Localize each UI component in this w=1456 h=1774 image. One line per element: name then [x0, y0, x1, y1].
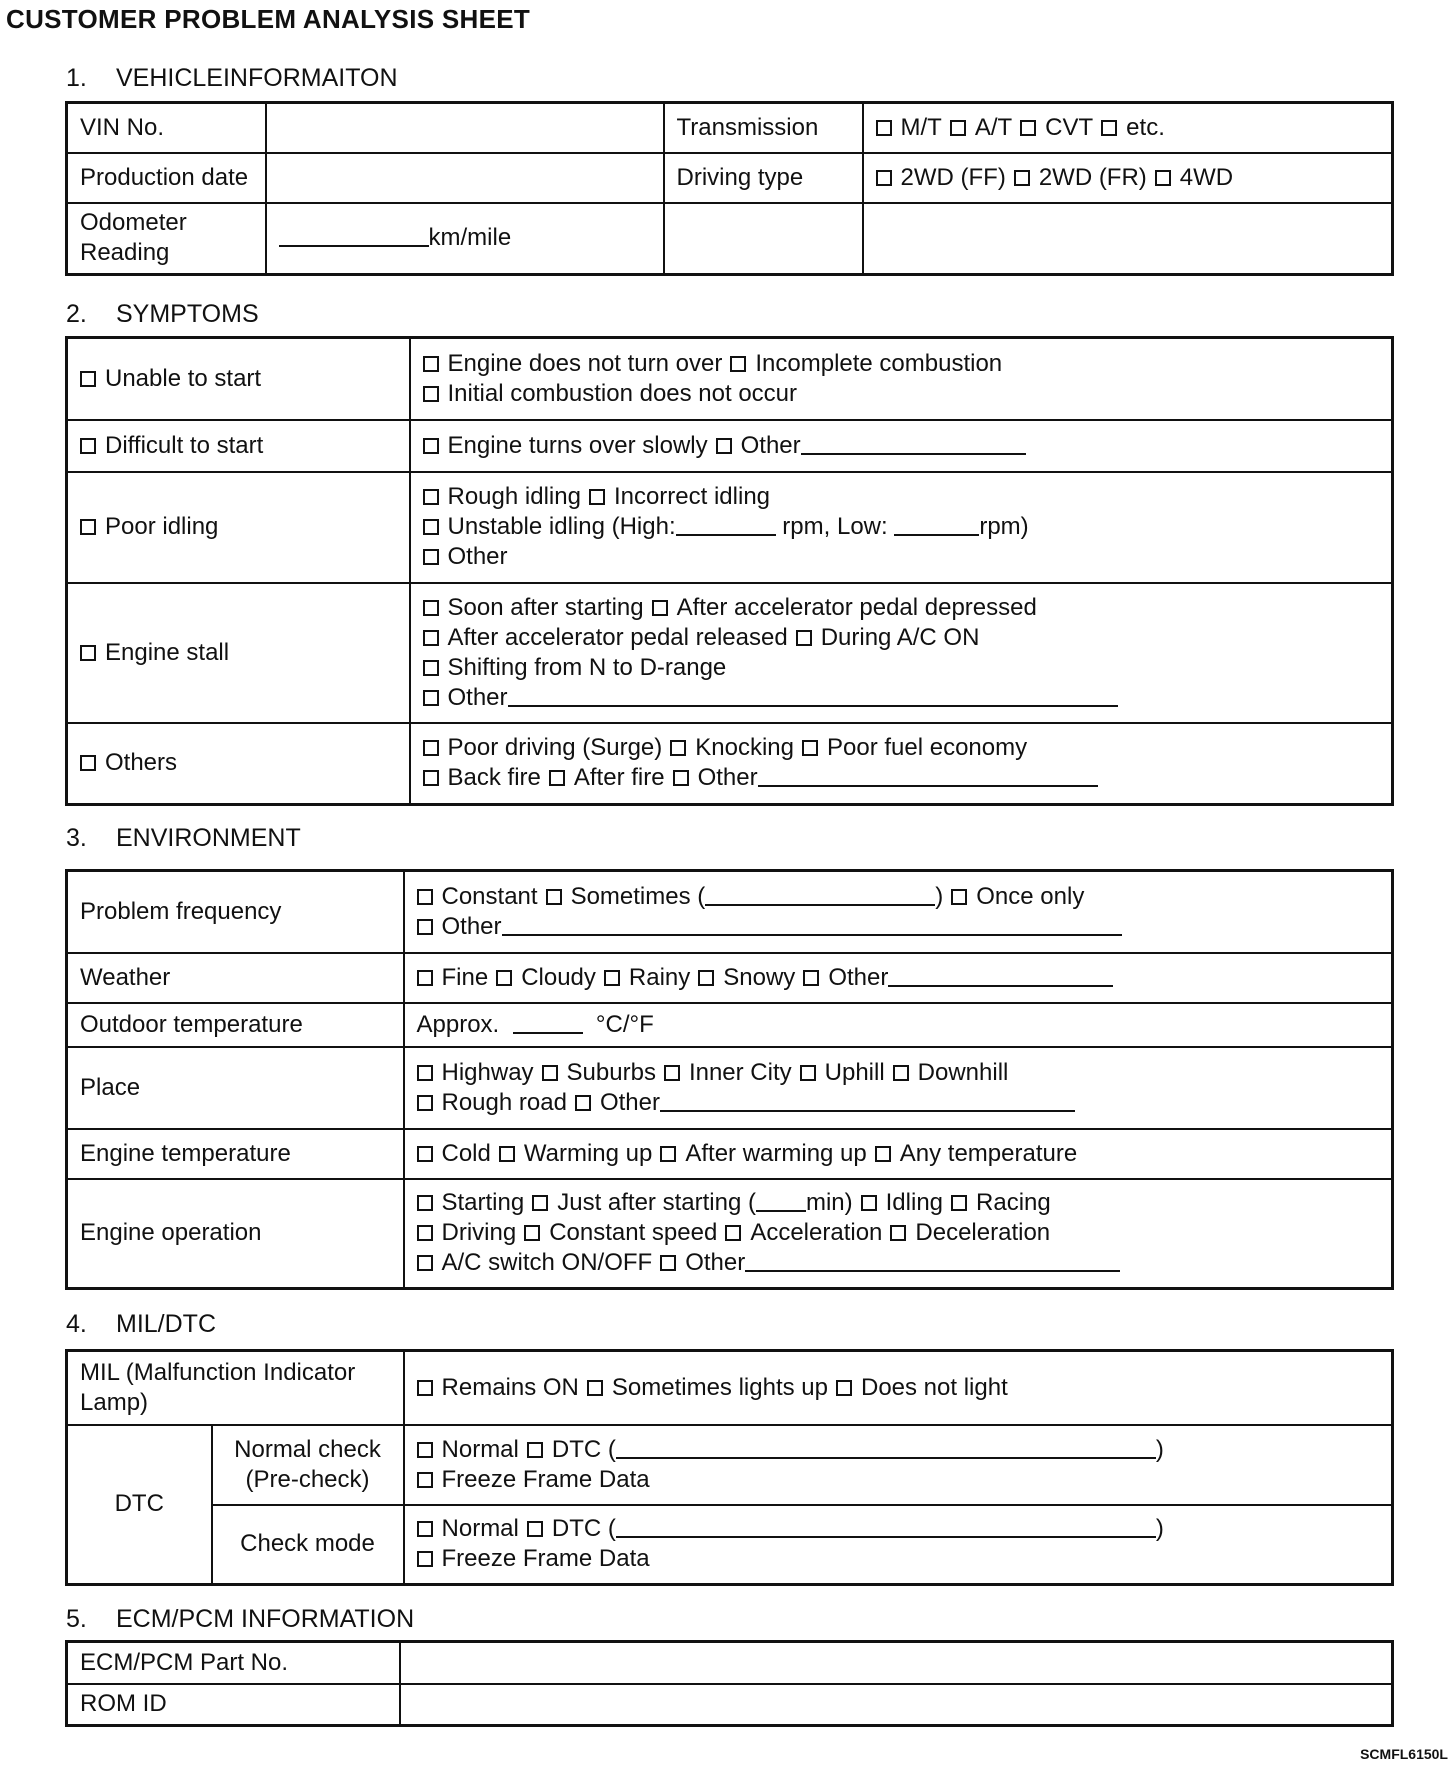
section-number: 2. [66, 300, 87, 328]
checkbox[interactable] [417, 1521, 433, 1537]
checkbox[interactable] [549, 770, 565, 786]
driving-type-options: 2WD (FF) 2WD (FR) 4WD [863, 153, 1393, 203]
checkbox[interactable] [893, 1065, 909, 1081]
checkbox[interactable] [417, 1095, 433, 1111]
checkbox[interactable] [587, 1380, 603, 1396]
checkbox[interactable] [802, 740, 818, 756]
checkbox[interactable] [417, 1255, 433, 1271]
weather-label: Weather [67, 953, 404, 1003]
checkbox[interactable] [796, 630, 812, 646]
checkbox[interactable] [417, 1551, 433, 1567]
checkbox[interactable] [80, 519, 96, 535]
checkbox[interactable] [423, 549, 439, 565]
outdoor-temperature-label: Outdoor temperature [67, 1003, 404, 1047]
checkbox[interactable] [80, 371, 96, 387]
rom-id-field[interactable] [400, 1684, 1393, 1726]
checkbox[interactable] [604, 970, 620, 986]
checkbox[interactable] [80, 438, 96, 454]
symptom-others-options: Poor driving (Surge) Knocking Poor fuel economy Back fire After fire Other [410, 723, 1393, 805]
section-title: SYMPTOMS [116, 300, 259, 328]
checkbox[interactable] [875, 1146, 891, 1162]
engine-operation-options: Starting Just after starting ( min) Idling Racing Driving Constant speed Acceleration Deceleration A/C switch ON/OFF Other [404, 1179, 1393, 1289]
checkbox[interactable] [673, 770, 689, 786]
checkbox[interactable] [589, 489, 605, 505]
section-environment-heading [66, 824, 301, 853]
vin-field[interactable] [266, 103, 664, 153]
checkbox[interactable] [417, 1065, 433, 1081]
checkbox[interactable] [532, 1195, 548, 1211]
normal-check-options: Normal DTC ( ) Freeze Frame Data [404, 1425, 1393, 1505]
checkbox[interactable] [417, 970, 433, 986]
checkbox[interactable] [664, 1065, 680, 1081]
ecm-info-table [65, 1640, 1394, 1727]
checkbox[interactable] [876, 120, 892, 136]
checkbox[interactable] [417, 1195, 433, 1211]
checkbox[interactable] [423, 690, 439, 706]
section-ecm-heading [66, 1605, 414, 1634]
mil-options: Remains ON Sometimes lights up Does not light [404, 1351, 1393, 1425]
checkbox[interactable] [698, 970, 714, 986]
checkbox[interactable] [652, 600, 668, 616]
checkbox[interactable] [725, 1225, 741, 1241]
ecm-part-field[interactable] [400, 1642, 1393, 1684]
problem-frequency-options: Constant Sometimes ( ) Once only Other [404, 871, 1393, 953]
normal-check-label: Normal check (Pre-check) [212, 1425, 404, 1505]
checkbox[interactable] [423, 740, 439, 756]
checkbox[interactable] [546, 889, 562, 905]
checkbox[interactable] [716, 438, 732, 454]
odometer-unit: km/mile [428, 224, 512, 252]
symptom-unable-to-start: Unable to start [67, 338, 410, 420]
figure-code: SCMFL6150L [1360, 1746, 1448, 1762]
checkbox[interactable] [951, 889, 967, 905]
environment-table [65, 869, 1394, 1290]
dtc-label: DTC [67, 1425, 212, 1585]
checkbox[interactable] [660, 1146, 676, 1162]
checkbox[interactable] [417, 889, 433, 905]
rom-id-label: ROM ID [67, 1684, 400, 1726]
checkbox[interactable] [417, 919, 433, 935]
section-vehicle-heading [66, 64, 398, 93]
checkbox[interactable] [524, 1225, 540, 1241]
symptom-difficult-to-start: Difficult to start [67, 420, 410, 472]
section-title: MIL/DTC [116, 1310, 216, 1338]
symptom-others: Others [67, 723, 410, 805]
checkbox[interactable] [423, 386, 439, 402]
vehicle-info-table [65, 101, 1394, 276]
checkbox[interactable] [423, 489, 439, 505]
section-title: VEHICLEINFORMAITON [116, 64, 398, 92]
checkbox[interactable] [1101, 120, 1117, 136]
checkbox[interactable] [1155, 170, 1171, 186]
checkbox[interactable] [417, 1225, 433, 1241]
section-title: ECM/PCM INFORMATION [116, 1605, 415, 1633]
checkbox[interactable] [423, 770, 439, 786]
sheet-title: CUSTOMER PROBLEM ANALYSIS SHEET [6, 4, 531, 34]
transmission-options: M/T A/T CVT etc. [863, 103, 1393, 153]
checkbox[interactable] [951, 1195, 967, 1211]
checkbox[interactable] [80, 645, 96, 661]
checkbox[interactable] [423, 600, 439, 616]
check-mode-label: Check mode [212, 1505, 404, 1585]
checkbox[interactable] [417, 1442, 433, 1458]
checkbox[interactable] [417, 1380, 433, 1396]
checkbox[interactable] [423, 660, 439, 676]
checkbox[interactable] [80, 755, 96, 771]
check-mode-options: Normal DTC ( ) Freeze Frame Data [404, 1505, 1393, 1585]
ecm-part-label: ECM/PCM Part No. [67, 1642, 400, 1684]
mil-label: MIL (Malfunction Indicator Lamp) [67, 1351, 404, 1425]
section-mil-heading [66, 1310, 216, 1339]
checkbox[interactable] [527, 1442, 543, 1458]
symptom-idling-options: Rough idling Incorrect idling Unstable idling (High: rpm, Low: rpm) Other [410, 472, 1393, 583]
checkbox[interactable] [423, 438, 439, 454]
checkbox[interactable] [542, 1065, 558, 1081]
symptom-difficult-options: Engine turns over slowly Other [410, 420, 1393, 472]
problem-frequency-label: Problem frequency [67, 871, 404, 953]
section-number: 3. [66, 824, 87, 852]
checkbox[interactable] [876, 170, 892, 186]
checkbox[interactable] [861, 1195, 877, 1211]
weather-options: Fine Cloudy Rainy Snowy Other [404, 953, 1393, 1003]
checkbox[interactable] [423, 630, 439, 646]
section-title: ENVIRONMENT [116, 824, 301, 852]
place-options: Highway Suburbs Inner City Uphill Downhill Rough road Other [404, 1047, 1393, 1129]
empty-cell [664, 203, 863, 275]
symptom-unable-options: Engine does not turn over Incomplete combustion Initial combustion does not occur [410, 338, 1393, 420]
place-label: Place [67, 1047, 404, 1129]
mil-dtc-table [65, 1349, 1394, 1586]
vin-label: VIN No. [67, 103, 266, 153]
symptom-stall-options: Soon after starting After accelerator pedal depressed After accelerator pedal released During A/C ON Shifting from N to D-range Other [410, 583, 1393, 723]
section-symptoms-heading [66, 300, 259, 329]
checkbox[interactable] [499, 1146, 515, 1162]
section-number: 4. [66, 1310, 87, 1338]
driving-type-label: Driving type [664, 153, 863, 203]
section-number: 1. [66, 64, 87, 92]
checkbox[interactable] [836, 1380, 852, 1396]
symptom-engine-stall: Engine stall [67, 583, 410, 723]
checkbox[interactable] [423, 356, 439, 372]
checkbox[interactable] [730, 356, 746, 372]
checkbox[interactable] [660, 1255, 676, 1271]
engine-operation-label: Engine operation [67, 1179, 404, 1289]
checkbox[interactable] [417, 1472, 433, 1488]
engine-temperature-label: Engine temperature [67, 1129, 404, 1179]
production-date-field[interactable] [266, 153, 664, 203]
checkbox[interactable] [803, 970, 819, 986]
checkbox[interactable] [890, 1225, 906, 1241]
checkbox[interactable] [1020, 120, 1036, 136]
checkbox[interactable] [800, 1065, 816, 1081]
checkbox[interactable] [423, 519, 439, 535]
section-number: 5. [66, 1605, 87, 1633]
checkbox[interactable] [417, 1146, 433, 1162]
empty-cell [863, 203, 1393, 275]
odometer-label: Odometer Reading [67, 203, 266, 275]
checkbox[interactable] [1014, 170, 1030, 186]
checkbox[interactable] [670, 740, 686, 756]
production-date-label: Production date [67, 153, 266, 203]
checkbox[interactable] [575, 1095, 591, 1111]
outdoor-temperature-field[interactable]: Approx. °C/°F [404, 1003, 1393, 1047]
checkbox[interactable] [496, 970, 512, 986]
symptom-poor-idling: Poor idling [67, 472, 410, 583]
odometer-field[interactable] [266, 203, 664, 275]
checkbox[interactable] [527, 1521, 543, 1537]
transmission-label: Transmission [664, 103, 863, 153]
checkbox[interactable] [950, 120, 966, 136]
engine-temperature-options: Cold Warming up After warming up Any temperature [404, 1129, 1393, 1179]
symptoms-table [65, 336, 1394, 806]
